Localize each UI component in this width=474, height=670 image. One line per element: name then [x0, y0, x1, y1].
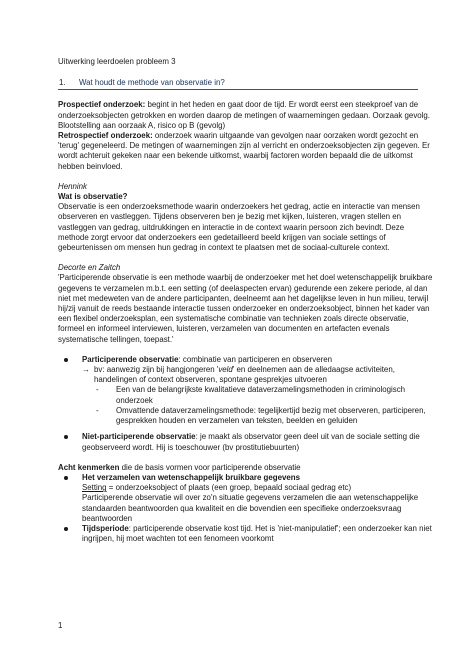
- hennink-heading: Wat is observatie?: [58, 192, 128, 202]
- list-item-niet-participerend: [58, 432, 433, 452]
- prospectief-paragraph: [58, 100, 433, 131]
- question-heading: [58, 78, 433, 88]
- heading-underline: [58, 89, 418, 90]
- page-content: [58, 57, 433, 544]
- kenmerk-2-label: Tijdsperiode: [82, 523, 129, 533]
- retrospectief-paragraph: [58, 131, 433, 172]
- list-item-kenmerk-1: Het verzamelen van wetenschappelijk bruikbare gegevens Setting = onderzoeksobject of plaats (een groep, bepaald sociaal gedrag etc) Participerende observatie wil over zo'n situatie gegevens verzamelen die aan wetenschappelijke standaarden beantwoorden qua kwaliteit en die bovendien een specifieke onderzoeksvraag beantwoorden: [58, 473, 433, 524]
- decorte-quote: 'Participerende observatie is een methode waarbij de onderzoeker met het doel wetenschappelijk bruikbare gegevens te verzamelen m.b.t. een setting (of deelaspecten ervan) gedurende een zekere periode, al dan niet met medeweten van de andere participanten, deelneemt aan het dagelijkse leven in hun milieu, terwijl hij/zij vanuit de reeds bestaande interactie tussen onderzoeker en onderzoeksobject, binnen het kader van een flexibel onderzoeksplan, een systematische combinatie van technieken zoals directe observatie, formeel en informeel interviewen, luisteren, verzamelen van documenten en artefacten evenals systematische tellingen, toepast.': [58, 273, 433, 344]
- niet-participerend-text: : je maakt als observator geen deel uit van de sociale setting die geobserveerd wordt. Hij is toeschouwer (bv prostitutiebuurten): [82, 432, 420, 452]
- page-number: 1: [58, 621, 63, 630]
- hennink-text: Observatie is een onderzoeksmethode waarin onderzoekers het gedrag, actie en interactie van mensen observeren en vastleggen. Tijdens observeren ben je bezig met kijken, luisteren, vragen stellen en vastleggen van gedrag, uitdrukkingen en interactie in de context waarin persoon zich bevindt. Deze methode zorgt ervoor dat onderzoekers een gedetailleerd beeld krijgen van sociale settings of gebeurtenissen om mensen hun gedrag in context te plaatsen met de sociaal-culturele context.: [58, 202, 420, 253]
- bullet-icon: [58, 432, 82, 442]
- bullet-icon: [58, 524, 82, 534]
- decorte-author: Decorte en Zaitch: [58, 263, 121, 273]
- participerend-dash-item: - Een van de belangrijkste kwalitatieve dataverzamelingsmethoden in criminologisch onderzoek: [96, 385, 406, 405]
- participerend-dash-item: - Omvattende dataverzamelingsmethode: tegelijkertijd bezig met observeren, participeren, gesprekken houden en verzamelen van teksten, beelden en geluiden: [96, 405, 426, 426]
- question-text: Wat houdt de methode van observatie in?: [79, 78, 225, 88]
- kenmerken-intro: Acht kenmerken die de basis vormen voor participerende observatie: [58, 462, 301, 472]
- list-item-participerend: [58, 355, 433, 365]
- question-number: 1.: [59, 78, 66, 88]
- prospectief-text: begint in het heden en gaat door de tijd. Er wordt eerst een steekproef van de onderzoeksobjecten getrokken en worden daarop de metingen of waarnemingen gedaan. Oorzaak gevolg. Blootstelling aan oorzaak A, risico op B (gevolg): [58, 100, 430, 130]
- document-title: Uitwerking leerdoelen probleem 3: [58, 57, 176, 66]
- kenmerk-2-text: : participerende observatie kost tijd. Het is 'niet-manipulatief'; een onderzoeker kan niet ingrijpen, hij moet wachten tot een fenomeen voorkomt: [82, 523, 432, 544]
- niet-participerend-label: Niet-participerende observatie: [82, 432, 196, 442]
- retrospectief-text: onderzoek waarin uitgaande van gevolgen naar oorzaken wordt gezocht en 'terug' gegeneleerd. De metingen of waarnemingen zijn al verricht en onderzoeksobjecten zijn gegeven. Er wordt achteruit gekeken naar een bekende uitkomst, waarbij factoren worden bepaald die de uitkomst hebben beinvloed.: [58, 131, 430, 171]
- bullet-icon: [58, 473, 82, 483]
- list-item-kenmerk-2: [58, 524, 433, 544]
- retrospectief-label: Retrospectief onderzoek:: [58, 131, 153, 141]
- hennink-author: Hennink: [58, 181, 87, 191]
- bullet-icon: [58, 355, 82, 365]
- setting-term: Setting: [82, 483, 107, 493]
- participerend-example: → bv: aanwezig zijn bij hangjongeren 'veld' en deelnemen aan de alledaagse activiteiten, handelingen of context observeren, spontane gesprekjes uitvoeren: [82, 365, 395, 385]
- prospectief-label: Prospectief onderzoek:: [58, 100, 146, 110]
- arrow-right-icon: →: [82, 365, 90, 375]
- participerend-text: : combinatie van participeren en observeren: [178, 354, 333, 364]
- dash-icon: -: [96, 385, 99, 395]
- participerend-label: Participerende observatie: [82, 354, 179, 364]
- dash-icon: -: [96, 405, 99, 415]
- kenmerk-1-text: Participerende observatie wil over zo'n situatie gegevens verzamelen die aan wetenschappelijke standaarden beantwoorden qua kwaliteit en die bovendien een specifieke onderzoeksvraag beantwoorden: [82, 493, 419, 523]
- kenmerk-1-title: Het verzamelen van wetenschappelijk bruikbare gegevens: [82, 472, 300, 482]
